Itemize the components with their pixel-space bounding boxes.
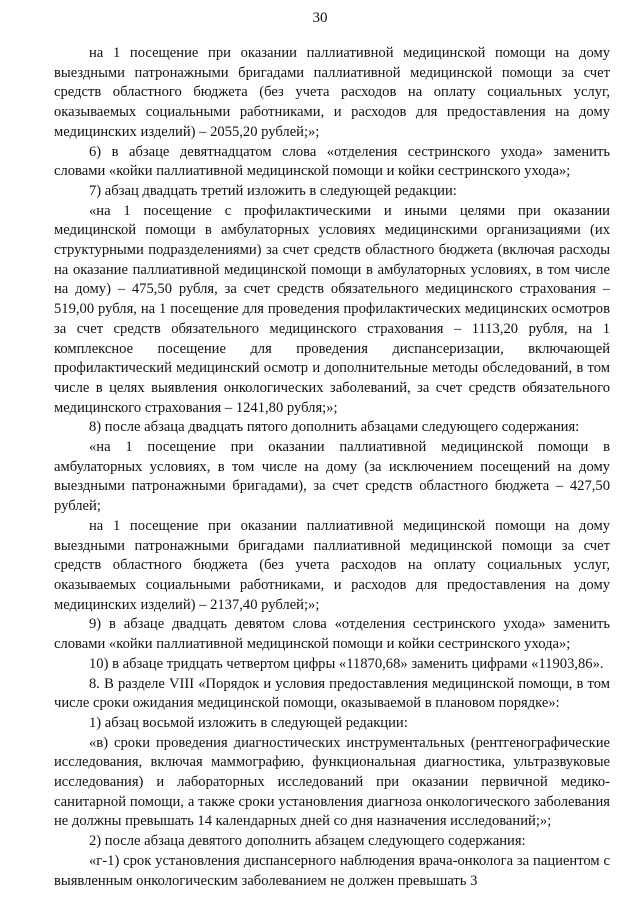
paragraph: на 1 посещение при оказании паллиативной медицинской помощи на дому выездными патронажными бригадами паллиативной медицинской помощи за счет средств областного бюджета (без учета расходов на оплату социальных услуг, оказываемых социальными работниками, и расходов для предоставления на дому медицинских изделий) – 2055,20 рублей;»;	[54, 45, 610, 140]
paragraph: «на 1 посещение при оказании паллиативной медицинской помощи в амбулаторных условиях, в том числе на дому (за исключением посещений на дому выездными патронажными бригадами), за счет средств областного бюджета – 427,50 рублей;	[54, 439, 610, 515]
paragraph: «в) сроки проведения диагностических инструментальных (рентгенографические исследования, включая маммографию, функциональная диагностика, ультразвуковые исследования) и лабораторных исследований при оказании первичной медико-санитарной помощи, а также сроки установления диагноза онкологического заболевания не должны превышать 14 календарных дней со дня назначения исследований;»;	[54, 734, 610, 830]
document-body	[54, 44, 610, 891]
paragraph: «на 1 посещение с профилактическими и иными целями при оказании медицинской помощи в амбулаторных условиях медицинскими организациями (их структурными подразделениями) за счет средств областного бюджета (включая расходы на оказание паллиативной медицинской помощи в амбулаторных условиях, в том числе на дому) – 475,50 рубля, за счет средств обязательного медицинского страхования – 519,00 рубля, на 1 посещение для проведения профилактических медицинских осмотров за счет средств обязательного медицинского страхования – 1113,20 рубля, на 1 комплексное посещение для проведения диспансеризации, включающей профилактический медицинский осмотр и дополнительные методы обследований, в том числе в целях выявления онкологических заболеваний, за счет средств обязательного медицинского страхования – 1241,80 рубля;»;	[54, 202, 610, 416]
paragraph: «г-1) срок установления диспансерного наблюдения врача-онколога за пациентом с выявленным онкологическим заболеванием не должен превышать 3	[54, 852, 610, 889]
paragraph: 1) абзац восьмой изложить в следующей редакции:	[89, 714, 408, 731]
paragraph: 6) в абзаце девятнадцатом слова «отделения сестринского ухода» заменить словами «койки паллиативной медицинской помощи и койки сестринского ухода»;	[54, 143, 610, 180]
paragraph: 8. В разделе VIII «Порядок и условия предоставления медицинской помощи, в том числе сроки ожидания медицинской помощи, оказываемой в плановом порядке»:	[54, 675, 610, 712]
page-number: 30	[312, 10, 328, 26]
paragraph: 7) абзац двадцать третий изложить в следующей редакции:	[89, 182, 457, 199]
paragraph: 9) в абзаце двадцать девятом слова «отделения сестринского ухода» заменить словами «койки паллиативной медицинской помощи и койки сестринского ухода»;	[54, 616, 610, 653]
paragraph: на 1 посещение при оказании паллиативной медицинской помощи на дому выездными патронажными бригадами паллиативной медицинской помощи за счет средств областного бюджета (без учета расходов на оплату социальных услуг, оказываемых социальными работниками, и расходов для предоставления на дому медицинских изделий) – 2137,40 рублей;»;	[54, 517, 610, 613]
paragraph: 10) в абзаце тридцать четвертом цифры «11870,68» заменить цифрами «11903,86».	[89, 655, 604, 672]
paragraph: 2) после абзаца девятого дополнить абзацем следующего содержания:	[89, 833, 526, 850]
paragraph: 8) после абзаца двадцать пятого дополнить абзацами следующего содержания:	[89, 419, 580, 436]
